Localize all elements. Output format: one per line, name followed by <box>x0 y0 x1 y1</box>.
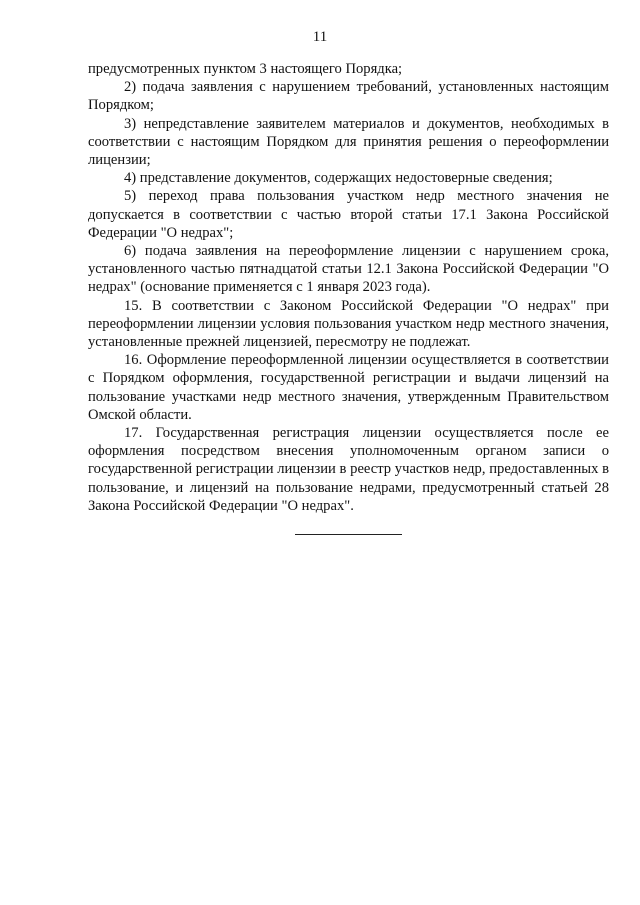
list-item-5: 5) переход права пользования участком недр местного значения не допускается в соответствии с частью второй статьи 17.1 Закона Российской Федерации "О недрах"; <box>88 188 609 241</box>
clause-15: 15. В соответствии с Законом Российской Федерации "О недрах" при переоформлении лицензии условия пользования участком недр местного значения, установленные прежней лицензией, пересмотру не подлежат. <box>88 297 609 351</box>
list-item-3: 3) непредставление заявителем материалов и документов, необходимых в соответствии с настоящим Порядком для принятия решения о переоформлении лицензии; <box>88 115 609 169</box>
list-item-4: 4) представление документов, содержащих недостоверные сведения; <box>124 170 553 187</box>
list-item-2: 2) подача заявления с нарушением требований, установленных настоящим Порядком; <box>88 79 609 114</box>
page-number: 11 <box>312 29 328 45</box>
paragraph-continuation: предусмотренных пунктом 3 настоящего Порядка; <box>88 61 403 77</box>
document-body <box>88 60 609 515</box>
clause-17: 17. Государственная регистрация лицензии осуществляется после ее оформления посредством внесения уполномоченным органом записи о государственной регистрации лицензии в реестр участков недр, предоставленных в пользование, и лицензий на пользование недрами, предусмотренный статьей 28 Закона Российской Федерации "О недрах". <box>88 425 609 514</box>
end-separator-line <box>295 534 402 535</box>
clause-16: 16. Оформление переоформленной лицензии осуществляется в соответствии с Порядком оформления, государственной регистрации и выдачи лицензий на пользование участками недр местного значения, утвержденным Правительством Омской области. <box>88 352 609 423</box>
list-item-6: 6) подача заявления на переоформление лицензии с нарушением срока, установленного частью пятнадцатой статьи 12.1 Закона Российской Федерации "О недрах" (основание применяется с 1 января 2023 года). <box>88 243 609 296</box>
